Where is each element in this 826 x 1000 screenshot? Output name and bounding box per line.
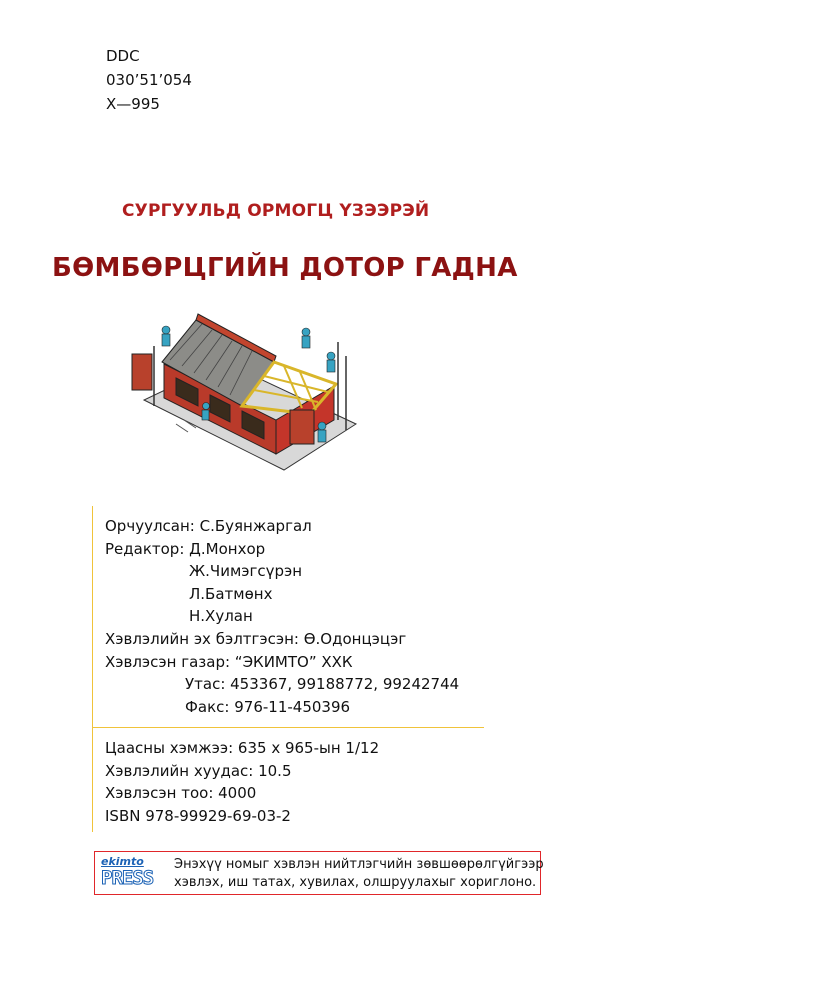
copyright-notice-box: [94, 851, 544, 895]
prepress-line: Хэвлэлийн эх бэлтгэсэн: Ө.Одонцэцэг: [105, 629, 407, 648]
printed-sheets-line: Хэвлэлийн хуудас: 10.5: [105, 761, 292, 780]
editor-line: Л.Батмөнх: [189, 584, 273, 603]
translator-line: Орчуулсан: С.Буянжаргал: [105, 517, 312, 535]
print-specs-block: [105, 737, 379, 827]
ddc-number: 030’51’054: [106, 71, 192, 89]
paper-size-line: Цаасны хэмжээ: 635 x 965-ын 1/12: [105, 739, 380, 757]
copyright-notice-text: [174, 856, 544, 892]
house-construction-icon: [124, 302, 364, 477]
book-title: БӨМБӨРЦГИЙН ДОТОР ГАДНА: [52, 253, 518, 283]
logo-bottom-text: PRESS: [101, 867, 154, 889]
isbn-line: ISBN 978-99929-69-03-2: [105, 806, 291, 825]
publisher-line: Хэвлэсэн газар: “ЭКИМТО” ХХК: [105, 652, 353, 671]
editor-line: Ж.Чимэгсүрэн: [189, 562, 303, 581]
ddc-block: [106, 44, 192, 116]
credits-horizontal-rule: [92, 727, 484, 728]
logo-top-text: ekimto: [101, 855, 144, 868]
credits-block: [105, 515, 459, 718]
phone-line: Утас: 453367, 99188772, 99242744: [185, 675, 460, 694]
print-run-line: Хэвлэсэн тоо: 4000: [105, 784, 257, 803]
ddc-label: DDC: [106, 47, 140, 65]
editor-line: Редактор: Д.Монхор: [105, 539, 266, 558]
author-mark: Х—995: [106, 95, 160, 113]
credits-vertical-rule: [92, 506, 93, 832]
notice-line: Энэхүү номыг хэвлэн нийтлэгчийн зөвшөөрөлгүйгээр: [174, 857, 544, 872]
editor-line: Н.Хулан: [189, 607, 253, 626]
notice-line: хэвлэх, иш татах, хувилах, олшруулахыг хориглоно.: [174, 875, 537, 890]
series-title: СУРГУУЛЬД ОРМОГЦ ҮЗЭЭРЭЙ: [122, 201, 430, 221]
ekimto-press-logo: [101, 856, 163, 890]
fax-line: Факс: 976-11-450396: [185, 697, 351, 716]
